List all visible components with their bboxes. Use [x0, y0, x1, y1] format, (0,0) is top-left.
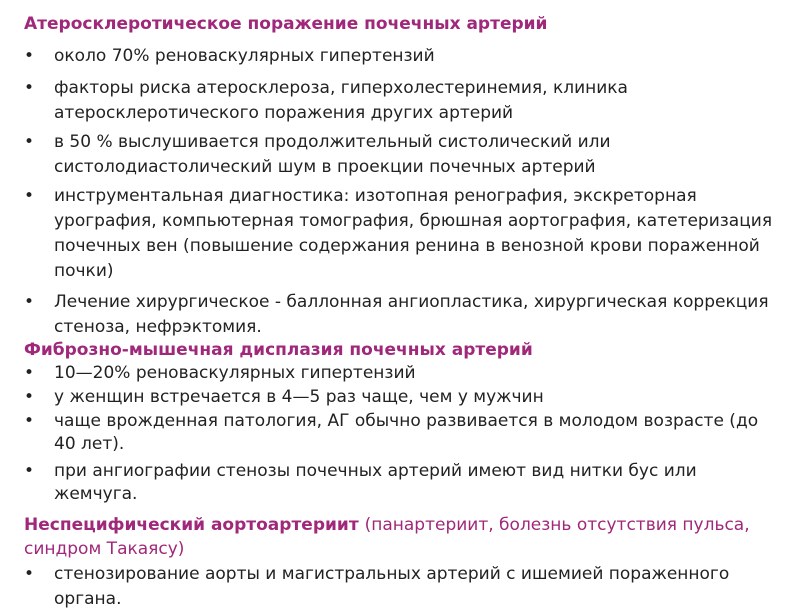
- list-item: [24, 184, 784, 284]
- list-item-text: стенозирование аорты и магистральных артерий с ишемией пораженного органа.: [54, 564, 730, 609]
- list-item-text: факторы риска атеросклероза, гиперхолестеринемия, клиника атеросклеротического поражения других артерий: [54, 78, 628, 123]
- bullet-icon: •: [24, 46, 35, 66]
- list-item: [24, 460, 784, 506]
- section-title-block: [24, 513, 792, 561]
- list-item: [24, 76, 784, 126]
- list-item: [24, 386, 784, 409]
- list-item-text: Лечение хирургическое - баллонная ангиопластика, хирургическая коррекция стеноза, нефрэктомия.: [54, 292, 769, 337]
- bullet-icon: •: [24, 363, 35, 383]
- list-item-text: в 50 % выслушивается продолжительный систолический или систолодиастолический шум в проекции почечных артерий: [54, 132, 611, 177]
- section-title-note: (панартериит, болезнь отсутствия пульса, синдром Такаясу): [24, 515, 750, 559]
- list-item-text: около 70% реноваскулярных гипертензий: [54, 46, 435, 66]
- list-item-text: чаще врожденная патология, АГ обычно развивается в молодом возрасте (до 40 лет).: [54, 411, 759, 454]
- list-item-text: 10—20% реноваскулярных гипертензий: [54, 363, 416, 383]
- list-item: [24, 562, 784, 612]
- section-title: Атеросклеротическое поражение почечных артерий: [24, 14, 548, 34]
- section-title: Фиброзно-мышечная дисплазия почечных артерий: [24, 340, 533, 360]
- section-title: Неспецифический аортоартериит: [24, 515, 359, 535]
- bullet-icon: •: [24, 132, 35, 152]
- bullet-icon: •: [24, 186, 35, 206]
- list-item-text: инструментальная диагностика: изотопная ренография, экскреторная урография, компьютерная томография, брюшная аортография, катетеризация почечных вен (повышение содержания ренина в венозной крови пораженной почки): [54, 186, 773, 281]
- list-item-text: при ангиографии стенозы почечных артерий имеют вид нитки бус или жемчуга.: [54, 461, 697, 504]
- list-item: [24, 410, 784, 456]
- bullet-icon: •: [24, 411, 35, 431]
- list-item: [24, 362, 784, 385]
- list-item: [24, 290, 784, 340]
- bullet-icon: •: [24, 292, 35, 312]
- bullet-icon: •: [24, 461, 35, 481]
- bullet-icon: •: [24, 387, 35, 407]
- list-item: [24, 130, 784, 180]
- list-item: [24, 44, 784, 69]
- bullet-icon: •: [24, 78, 35, 98]
- list-item-text: у женщин встречается в 4—5 раз чаще, чем у мужчин: [54, 387, 544, 407]
- bullet-icon: •: [24, 564, 35, 584]
